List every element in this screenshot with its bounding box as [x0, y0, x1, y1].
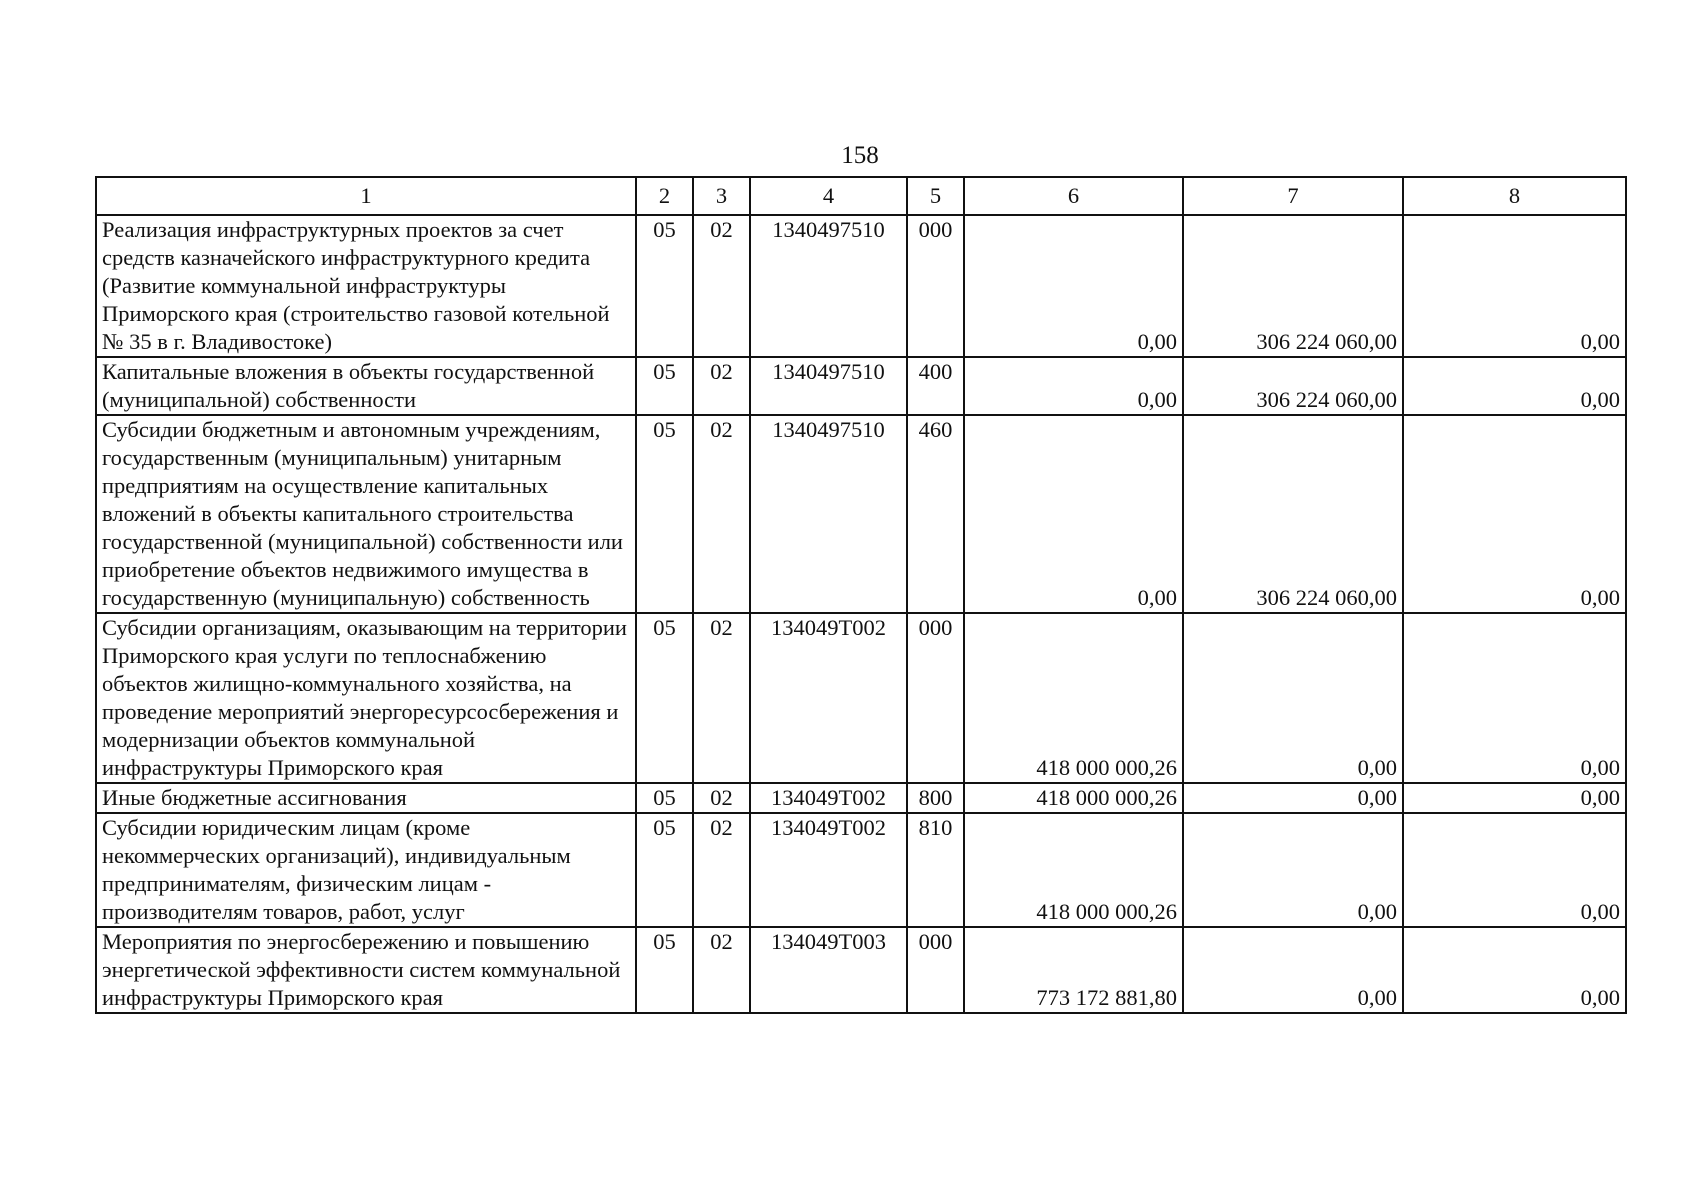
section-code: 05 [636, 215, 693, 357]
column-header: 4 [750, 177, 907, 215]
amount-col7: 306 224 060,00 [1183, 357, 1403, 415]
row-name: Капитальные вложения в объекты государственной (муниципальной) собственности [96, 357, 636, 415]
amount-col6: 0,00 [964, 357, 1183, 415]
amount-col8: 0,00 [1403, 927, 1626, 1013]
amount-col7: 0,00 [1183, 613, 1403, 783]
amount-col8: 0,00 [1403, 357, 1626, 415]
row-name: Субсидии организациям, оказывающим на территории Приморского края услуги по теплоснабжению объектов жилищно-коммунального хозяйства, на проведение мероприятий энергоресурсосбережения и модернизации объектов коммунальной инфраструктуры Приморского края [96, 613, 636, 783]
row-name: Иные бюджетные ассигнования [96, 783, 636, 813]
expense-type-code: 000 [907, 215, 964, 357]
expense-type-code: 400 [907, 357, 964, 415]
row-name: Субсидии юридическим лицам (кроме некоммерческих организаций), индивидуальным предпринимателям, физическим лицам - производителям товаров, работ, услуг [96, 813, 636, 927]
column-header: 5 [907, 177, 964, 215]
section-code: 05 [636, 783, 693, 813]
amount-col6: 418 000 000,26 [964, 783, 1183, 813]
section-code: 05 [636, 415, 693, 613]
amount-col6: 418 000 000,26 [964, 613, 1183, 783]
amount-col8: 0,00 [1403, 215, 1626, 357]
subsection-code: 02 [693, 215, 750, 357]
target-code: 134049Т002 [750, 613, 907, 783]
subsection-code: 02 [693, 357, 750, 415]
subsection-code: 02 [693, 613, 750, 783]
row-name: Мероприятия по энергосбережению и повышению энергетической эффективности систем коммунальной инфраструктуры Приморского края [96, 927, 636, 1013]
table-row [96, 357, 1626, 415]
table-row [96, 415, 1626, 613]
header-row [96, 177, 1626, 215]
amount-col8: 0,00 [1403, 415, 1626, 613]
amount-col8: 0,00 [1403, 783, 1626, 813]
amount-col6: 0,00 [964, 415, 1183, 613]
expense-type-code: 000 [907, 613, 964, 783]
table-row [96, 813, 1626, 927]
target-code: 134049Т002 [750, 813, 907, 927]
column-header: 8 [1403, 177, 1626, 215]
amount-col7: 306 224 060,00 [1183, 215, 1403, 357]
amount-col7: 306 224 060,00 [1183, 415, 1403, 613]
expense-type-code: 800 [907, 783, 964, 813]
expense-type-code: 460 [907, 415, 964, 613]
subsection-code: 02 [693, 415, 750, 613]
table-row [96, 927, 1626, 1013]
column-header: 3 [693, 177, 750, 215]
expense-type-code: 810 [907, 813, 964, 927]
target-code: 1340497510 [750, 357, 907, 415]
subsection-code: 02 [693, 813, 750, 927]
target-code: 134049Т003 [750, 927, 907, 1013]
column-header: 1 [96, 177, 636, 215]
amount-col8: 0,00 [1403, 813, 1626, 927]
amount-col7: 0,00 [1183, 813, 1403, 927]
amount-col6: 773 172 881,80 [964, 927, 1183, 1013]
table-row [96, 613, 1626, 783]
budget-table [95, 176, 1627, 1014]
subsection-code: 02 [693, 783, 750, 813]
section-code: 05 [636, 813, 693, 927]
table-row [96, 215, 1626, 357]
section-code: 05 [636, 357, 693, 415]
amount-col6: 0,00 [964, 215, 1183, 357]
target-code: 1340497510 [750, 215, 907, 357]
column-header: 6 [964, 177, 1183, 215]
expense-type-code: 000 [907, 927, 964, 1013]
column-header: 2 [636, 177, 693, 215]
amount-col7: 0,00 [1183, 927, 1403, 1013]
amount-col8: 0,00 [1403, 613, 1626, 783]
section-code: 05 [636, 613, 693, 783]
row-name: Реализация инфраструктурных проектов за счет средств казначейского инфраструктурного кредита (Развитие коммунальной инфраструктуры Приморского края (строительство газовой котельной № 35 в г. Владивостоке) [96, 215, 636, 357]
subsection-code: 02 [693, 927, 750, 1013]
page-number: 158 [841, 142, 879, 169]
column-header: 7 [1183, 177, 1403, 215]
amount-col6: 418 000 000,26 [964, 813, 1183, 927]
target-code: 1340497510 [750, 415, 907, 613]
table-row [96, 783, 1626, 813]
row-name: Субсидии бюджетным и автономным учреждениям, государственным (муниципальным) унитарным предприятиям на осуществление капитальных вложений в объекты капитального строительства государственной (муниципальной) собственности или приобретение объектов недвижимого имущества в государственную (муниципальную) собственность [96, 415, 636, 613]
amount-col7: 0,00 [1183, 783, 1403, 813]
section-code: 05 [636, 927, 693, 1013]
target-code: 134049Т002 [750, 783, 907, 813]
